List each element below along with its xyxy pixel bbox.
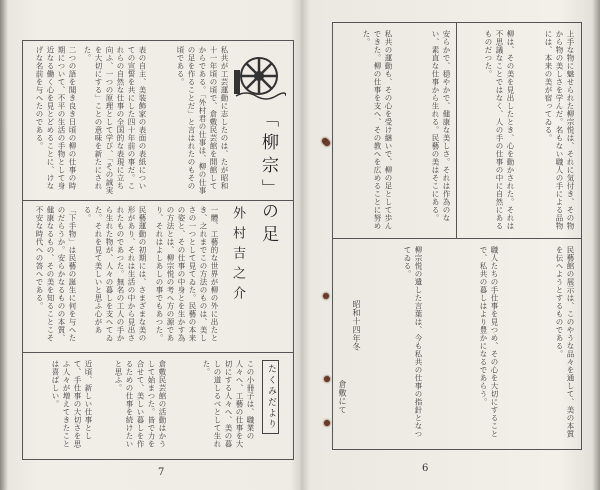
divider-line [22,200,293,201]
body-text-column: 安らかで、穏やかで、健康な美しさ。それは作為のない、素直な仕事から生れる。民藝の美はそこにある。 [431,30,451,222]
page-number: 6 [422,463,429,474]
water-wheel-logo [232,52,286,100]
divider-line [332,238,581,239]
divider-line [22,352,293,353]
body-text-column: 民藝運動の初期には、さまざまな美の形があり、それは生活の中から見出されたものであつた。無名の工人の手から生れた物が、人々の暮しを支へてゐた。それを見て美しいと思ふ心がある。 [83,206,147,342]
body-text-column: この小冊子は、職業の人々へ、工藝の仕事を大切にする人々へ、美の暮しの道しるべとして生れた。 [202,360,255,448]
body-text-column: 倉敷民芸館の活動はかうして始まつた。皆で力を合せて、美しい暮しを作るための仕事を続けたいと思ふ。 [114,360,167,448]
body-text-column: 「下手物」は民藝の誕生に何を与へたのだらうか。安らかなるものの本質、健康なるもの、その美を知ることこそ不安な時代への答へである。 [35,206,77,342]
body-text-column: 近頃、新しい仕事として、手仕事の大切さを思ふ人々が増えてきたことは喜ばしい。 [51,360,93,448]
column-label-box: たくみだより [262,360,279,434]
date-line: 昭和十四年冬 [352,300,361,351]
body-text-column: 二つの語を聞き良き日頃の柳の仕事の時期について、不平の生活の手物として身近なる働く心を見とどめることに、けなげな名前を与へたのである。 [35,46,77,190]
article-title: 「柳宗」の足 [258,110,278,248]
body-text-column: 柳宗悦の遺した言葉は、今も私共の仕事の指針となつてゐる。 [403,246,423,438]
page-number: 7 [158,467,165,478]
body-text-column: 民藝館の展示は、このやうな品々を通して、美の本質を伝へようとするものである。 [555,246,575,438]
body-text-column: 職人たちの手仕事を見つめ、その心を大切にすることで、私共の暮しはより豊かになるであらう。 [479,246,499,438]
article-author: 外村吉之介 [230,206,245,306]
right-page [302,0,600,490]
body-text-column: 柳は、その美を見出したとき、心を動かされた。それは不思議なことではなく、人の手の仕事の中に自然にあるものだつた。 [484,30,515,230]
column-divider [456,22,457,238]
body-text-column: 私共が工芸運動に志したのは、たが昭和十一年頃の頃で、倉敷民芸館を開館してからである。「外村君の仕事は、柳の仕事の足を作ることだ」と言はれたのもその頃である。 [176,46,229,195]
body-text-column: 上手な物に魅せられた柳宗悦は、それに気付き、その物から物の美しさを学んだ。名もない職人の手による品物には、本来の美が宿ってゐる。 [544,30,575,230]
body-text-column: 私共の運動も、その心を受け継いで、柳の足として歩んできた。柳の仕事を支へ、その教へを広めることに努めた。 [362,30,393,230]
body-text-column: 表の自主、美装飾家の表面の表紙についての宣誓を共にした四十年前の事だ。これらの自然な仕事の全国的な表現に立ち向ふ、一つの原理として学び、「その誠実を大切にする」ことの意味を新たにされた。 [83,46,147,195]
place-line: 倉敷にて [338,380,347,414]
body-text-column: 一體、工藝的な世界が柳の外に出たとき、之れまでこの方法のものは、美しさの一つとして見てゐた。民藝の本来の姿と、その仕事の中身とを生かす為の方法とは、柳宗悦の考へ方の源であり、それはよしあしの事でもあつた。 [155,206,219,342]
